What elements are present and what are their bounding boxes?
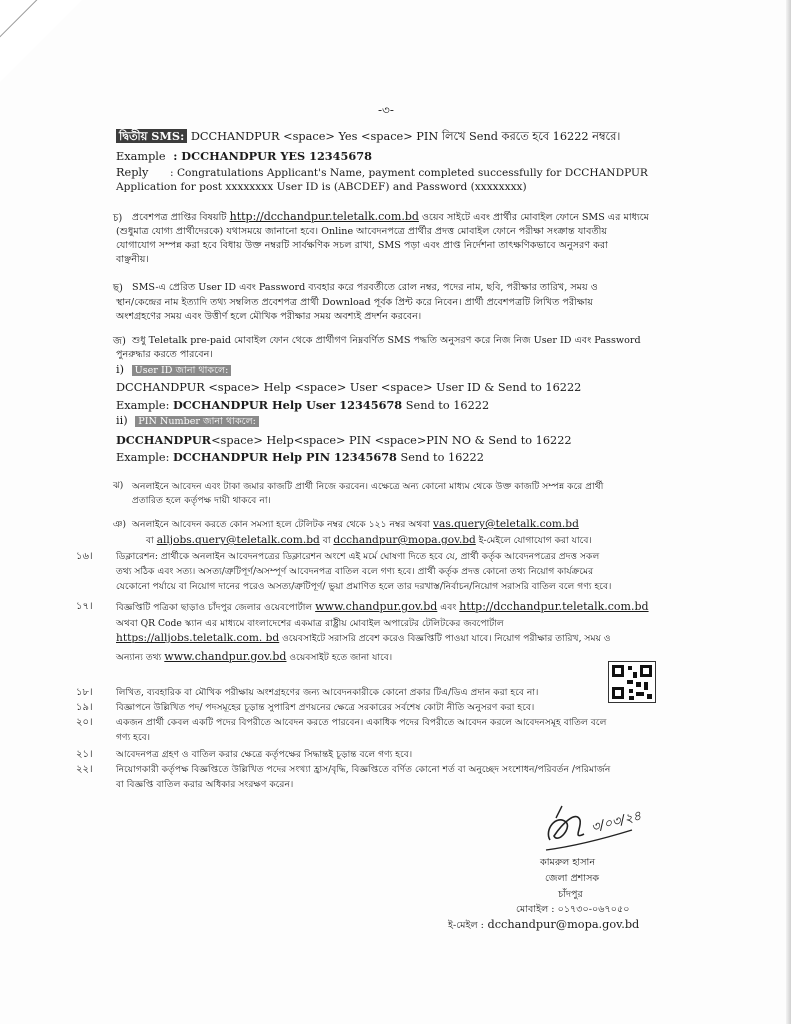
recovery-i-marker: i) [116, 363, 125, 376]
section-17-line4-tail: ওয়েবসাইট হতে জানা যাবে। [289, 652, 393, 663]
item-ja-line2: পুনরুদ্ধার করতে পারবেন। [116, 349, 213, 360]
section-17-and: এবং [440, 602, 457, 613]
section-22-line2: বা বিজ্ঞপ্তি বাতিল করার অধিকার সংরক্ষণ করেন। [116, 779, 294, 790]
sms2-reply-line1: : Congratulations Applicant's Name, payment completed successfully for DCCHANDPUR [170, 167, 648, 179]
item-jha-marker: ঝ) [113, 481, 124, 491]
item-cha-marker: চ) [113, 213, 123, 224]
recovery-i-label: User ID জানা থাকলে: [132, 365, 232, 376]
recovery-ii-label: PIN Number জানা থাকলে: [135, 416, 259, 427]
sms2-reply-line2: Application for post xxxxxxxx User ID is (ABCDEF) and Password (xxxxxxxx) [116, 181, 527, 193]
signatory-mobile: মোবাইল : ০১৭৩০-০৬৭০৫০ [516, 904, 630, 915]
recovery-i-command: DCCHANDPUR <space> Help <space> User <space> User ID & Send to 16222 [116, 381, 582, 394]
section-17-number: ১৭। [76, 601, 93, 612]
item-cha-line1 [132, 210, 649, 224]
recovery-ii-command-rest: <space> Help<space> PIN <space>PIN NO & Send to 16222 [211, 434, 572, 447]
item-nya-text: অনলাইনে আবেদন করতে কোন সমস্যা হলে টেলিটক নম্বর থেকে ১২১ নম্বর অথবা [132, 519, 431, 530]
page-fold-corner [0, 0, 82, 82]
alljobs-teletalk-link[interactable]: https://alljobs.teletalk.com. bd [116, 632, 280, 644]
recovery-ii-example-value: DCCHANDPUR Help PIN 12345678 [173, 450, 397, 464]
section-17-line4-text: অন্যান্য তথ্য [116, 652, 162, 663]
recovery-ii-example-tail: Send to 16222 [400, 451, 484, 464]
recovery-ii-marker: ii) [116, 414, 128, 427]
section-21-line1: আবেদনপত্র গ্রহণ ও বাতিল করার ক্ষেত্রে কর্তৃপক্ষের সিদ্ধান্তই চূড়ান্ত বলে গণ্য হবে। [116, 749, 413, 760]
section-22-line1: নিয়োগকারী কর্তৃপক্ষ বিজ্ঞপ্তিতে উল্লিখিত পদের সংখ্যা হ্রাস/বৃদ্ধি, বিজ্ঞপ্তিতে বর্ণিত কোনো শর্ত বা অনুচ্ছেদ সংশোধন/পরিবর্তন /পরিমার্জন [116, 764, 611, 775]
item-cha-line4: বাঞ্ছনীয়। [116, 254, 149, 265]
section-17-text: বিজ্ঞপ্তিটি পত্রিকা ছাড়াও চাঁদপুর জেলার ওয়েবপোর্টাল [116, 602, 313, 613]
section-19-line1: বিজ্ঞাপনে উল্লিখিত পদ/ পদসমূহের চূড়ান্ত সুপারিশ প্রণয়নের ক্ষেত্রে সরকারের সর্বশেষ কোটা নীতি অনুসরণ করা হবে। [116, 702, 535, 713]
item-nya-marker: ঞ) [113, 520, 127, 530]
signatory-designation: জেলা প্রশাসক [545, 873, 600, 884]
item-ja-line1: শুধু Teletalk pre-paid মোবাইল ফোন থেকে প্রার্থীগণ নিম্নবর্ণিত SMS পদ্ধতি অনুসরণ করে নিজ নিজ User ID এবং Password [132, 335, 641, 346]
item-chha-line3: অংশগ্রহণের সময় এবং উত্তীর্ণ হলে মৌখিক পরীক্ষার সময় অবশ্যই প্রদর্শন করবেন। [116, 311, 422, 322]
item-cha-text-tail: ওয়েব সাইটে এবং প্রার্থীর মোবাইল ফোনে SMS এর মাধ্যমে [421, 212, 649, 223]
signatory-district: চাঁদপুর [558, 889, 583, 900]
item-cha-line2: (শুধুমাত্র যোগ্য প্রার্থীদেরকে) যথাসময়ে জানানো হবে। Online আবেদনপত্রে প্রার্থীর প্রদত্ত মোবাইল ফোনে পরীক্ষা সংক্রান্ত যাবতীয় [116, 226, 608, 237]
dcchandpur-teletalk-link-2[interactable]: http://dcchandpur.teletalk.com.bd [459, 600, 649, 613]
page-number: -৩- [378, 103, 394, 117]
recovery-i-heading [116, 363, 231, 377]
item-jha-line2: প্রতারিত হলে কর্তৃপক্ষ দায়ী থাকবে না। [132, 495, 271, 506]
section-19-number: ১৯। [76, 702, 93, 713]
item-chha-marker: ছ) [113, 283, 123, 294]
recovery-i-example-tail: Send to 16222 [405, 399, 490, 412]
section-18-number: ১৮। [76, 687, 93, 698]
sms2-line [116, 129, 620, 144]
section-17-line3 [116, 632, 611, 645]
item-nya-line2 [146, 534, 592, 547]
section-17-line1 [116, 600, 649, 614]
recovery-ii-command [116, 433, 572, 448]
item-cha-line3: যোগাযোগ সম্পন্ন করা হবে বিধায় উক্ত নম্বরটি সার্বক্ষণিক সচল রাখা, SMS পড়া এবং প্রাপ্ত নির্দেশনা তাৎক্ষণিকভাবে অনুসরণ করা [116, 240, 608, 251]
signatory-email[interactable]: dcchandpur@mopa.gov.bd [487, 918, 640, 931]
section-17-line2: অথবা QR Code স্ক্যান এর মাধ্যমে বাংলাদেশের একমাত্র রাষ্ট্রীয় মোবাইল অপারেটর টেলিটকের জবপোর্টাল [116, 618, 504, 629]
recovery-ii-heading [116, 414, 259, 428]
dcchandpur-email-link[interactable]: dcchandpur@mopa.gov.bd [333, 534, 476, 546]
sms2-example-value: : DCCHANDPUR YES 12345678 [173, 149, 372, 163]
section-17-line4 [116, 650, 392, 664]
vas-query-email-link[interactable]: vas.query@teletalk.com.bd [433, 518, 579, 530]
section-22-number: ২২। [76, 764, 93, 775]
qr-code [608, 661, 656, 703]
item-jha-line1: অনলাইনে আবেদন এবং টাকা জমার কাজটি প্রার্থী নিজে করবেন। এক্ষেত্রে অন্য কোনো মাধ্যম থেকে উক্ত কাজটি সম্পন্ন করে প্রার্থী [132, 481, 604, 492]
chandpur-portal-link-2[interactable]: www.chandpur.gov.bd [164, 650, 287, 663]
item-chha-line2: স্থান/কেন্দ্রের নাম ইত্যাদি তথ্য সম্বলিত প্রবেশপত্র প্রার্থী Download পূর্বক প্রিন্ট করে নিবেন। প্রার্থী প্রবেশপত্রটি লিখিত পরীক্ষায় [116, 297, 594, 308]
section-16-number: ১৬। [76, 551, 93, 562]
signatory-name: কামরুল হাসান [540, 857, 596, 868]
signatory-email-line [448, 918, 639, 932]
section-20-number: ২০। [76, 717, 93, 728]
item-nya-or2: বা [322, 535, 331, 546]
alljobs-query-email-link[interactable]: alljobs.query@teletalk.com.bd [156, 534, 320, 546]
chandpur-portal-link[interactable]: www.chandpur.gov.bd [315, 600, 438, 613]
section-20-line2: গণ্য হবে। [116, 732, 151, 743]
sms2-reply [116, 166, 648, 180]
section-17-line3-text: ওয়েবসাইটে সরাসরি প্রবেশ করেও বিজ্ঞপ্তিটি পাওয়া যাবে। নিয়োগ পরীক্ষার তারিখ, সময় ও [282, 633, 611, 644]
sms2-text: DCCHANDPUR <space> Yes <space> PIN লিখে Send করতে হবে 16222 নম্বরে। [190, 130, 621, 143]
item-chha-line1: SMS-এ প্রেরিত User ID এবং Password ব্যবহার করে পরবর্তীতে রোল নম্বর, পদের নাম, ছবি, পরীক্ষার তারিখ, সময় ও [132, 282, 598, 293]
recovery-i-example-value: DCCHANDPUR Help User 12345678 [173, 398, 403, 412]
item-cha-text: প্রবেশপত্র প্রাপ্তির বিষয়টি [132, 212, 227, 223]
recovery-ii-example [116, 450, 484, 465]
section-16-line1: ডিক্লারেশন: প্রার্থীকে অনলাইন আবেদনপত্রের ডিক্লারেশন অংশে এই মর্মে ঘোষণা দিতে হবে যে, প্রার্থী কর্তৃক আবেদনপত্রের প্রদত্ত সকল [116, 551, 600, 562]
sms2-example [116, 149, 372, 164]
section-16-line2: তথ্য সঠিক এবং সত্য। অসত্য/ত্রুটিপূর্ণ/অসম্পূর্ণ আবেদনপত্র বাতিল বলে গণ্য হবে। প্রার্থী কর্তৃক প্রদত্ত কোনো তথ্য নিয়োগ কার্যক্রমের [116, 566, 594, 577]
signatory-email-label: ই-মেইল : [448, 920, 484, 931]
item-ja-marker: জ) [113, 336, 126, 347]
recovery-ii-command-bold: DCCHANDPUR [116, 433, 212, 447]
recovery-i-example [116, 398, 489, 413]
recovery-i-example-label: Example: [116, 399, 170, 412]
signature-date: ৩/০৩/২৪ [589, 808, 643, 836]
sms2-example-label: Example [116, 150, 166, 163]
section-20-line1: একজন প্রার্থী কেবল একটি পদের বিপরীতে আবেদন করতে পারবেন। একাধিক পদের বিপরীতে আবেদন করলে আবেদনসমূহ বাতিল বলে [116, 717, 607, 728]
section-21-number: ২১। [76, 749, 93, 760]
item-nya-tail: ই-মেইলে যোগাযোগ করা যাবে। [478, 535, 592, 546]
section-18-line1: লিখিত, ব্যবহারিক বা মৌখিক পরীক্ষায় অংশগ্রহণের জন্য আবেদনকারীকে কোনো প্রকার টিএ/ডিএ প্রদান করা হবে না। [116, 687, 539, 698]
recovery-ii-example-label: Example: [116, 451, 170, 464]
sms2-reply-label: Reply [116, 166, 149, 179]
item-nya-or1: বা [146, 535, 154, 546]
section-16-line3: যেকোনো পর্যায়ে বা নিয়োগ দানের পরেও অসত্য/ত্রুটিপূর্ণ/ ভুয়া প্রমাণিত হলে তার দরখাস্ত/নির্বাচন/নিয়োগ সরাসরি বাতিল বলে গণ্য হবে। [116, 581, 612, 592]
sms2-label: দ্বিতীয় SMS: [116, 129, 187, 143]
page-shadow-edge [786, 0, 791, 1024]
dcchandpur-teletalk-link[interactable]: http://dcchandpur.teletalk.com.bd [229, 210, 419, 223]
item-nya-line1 [132, 518, 579, 531]
